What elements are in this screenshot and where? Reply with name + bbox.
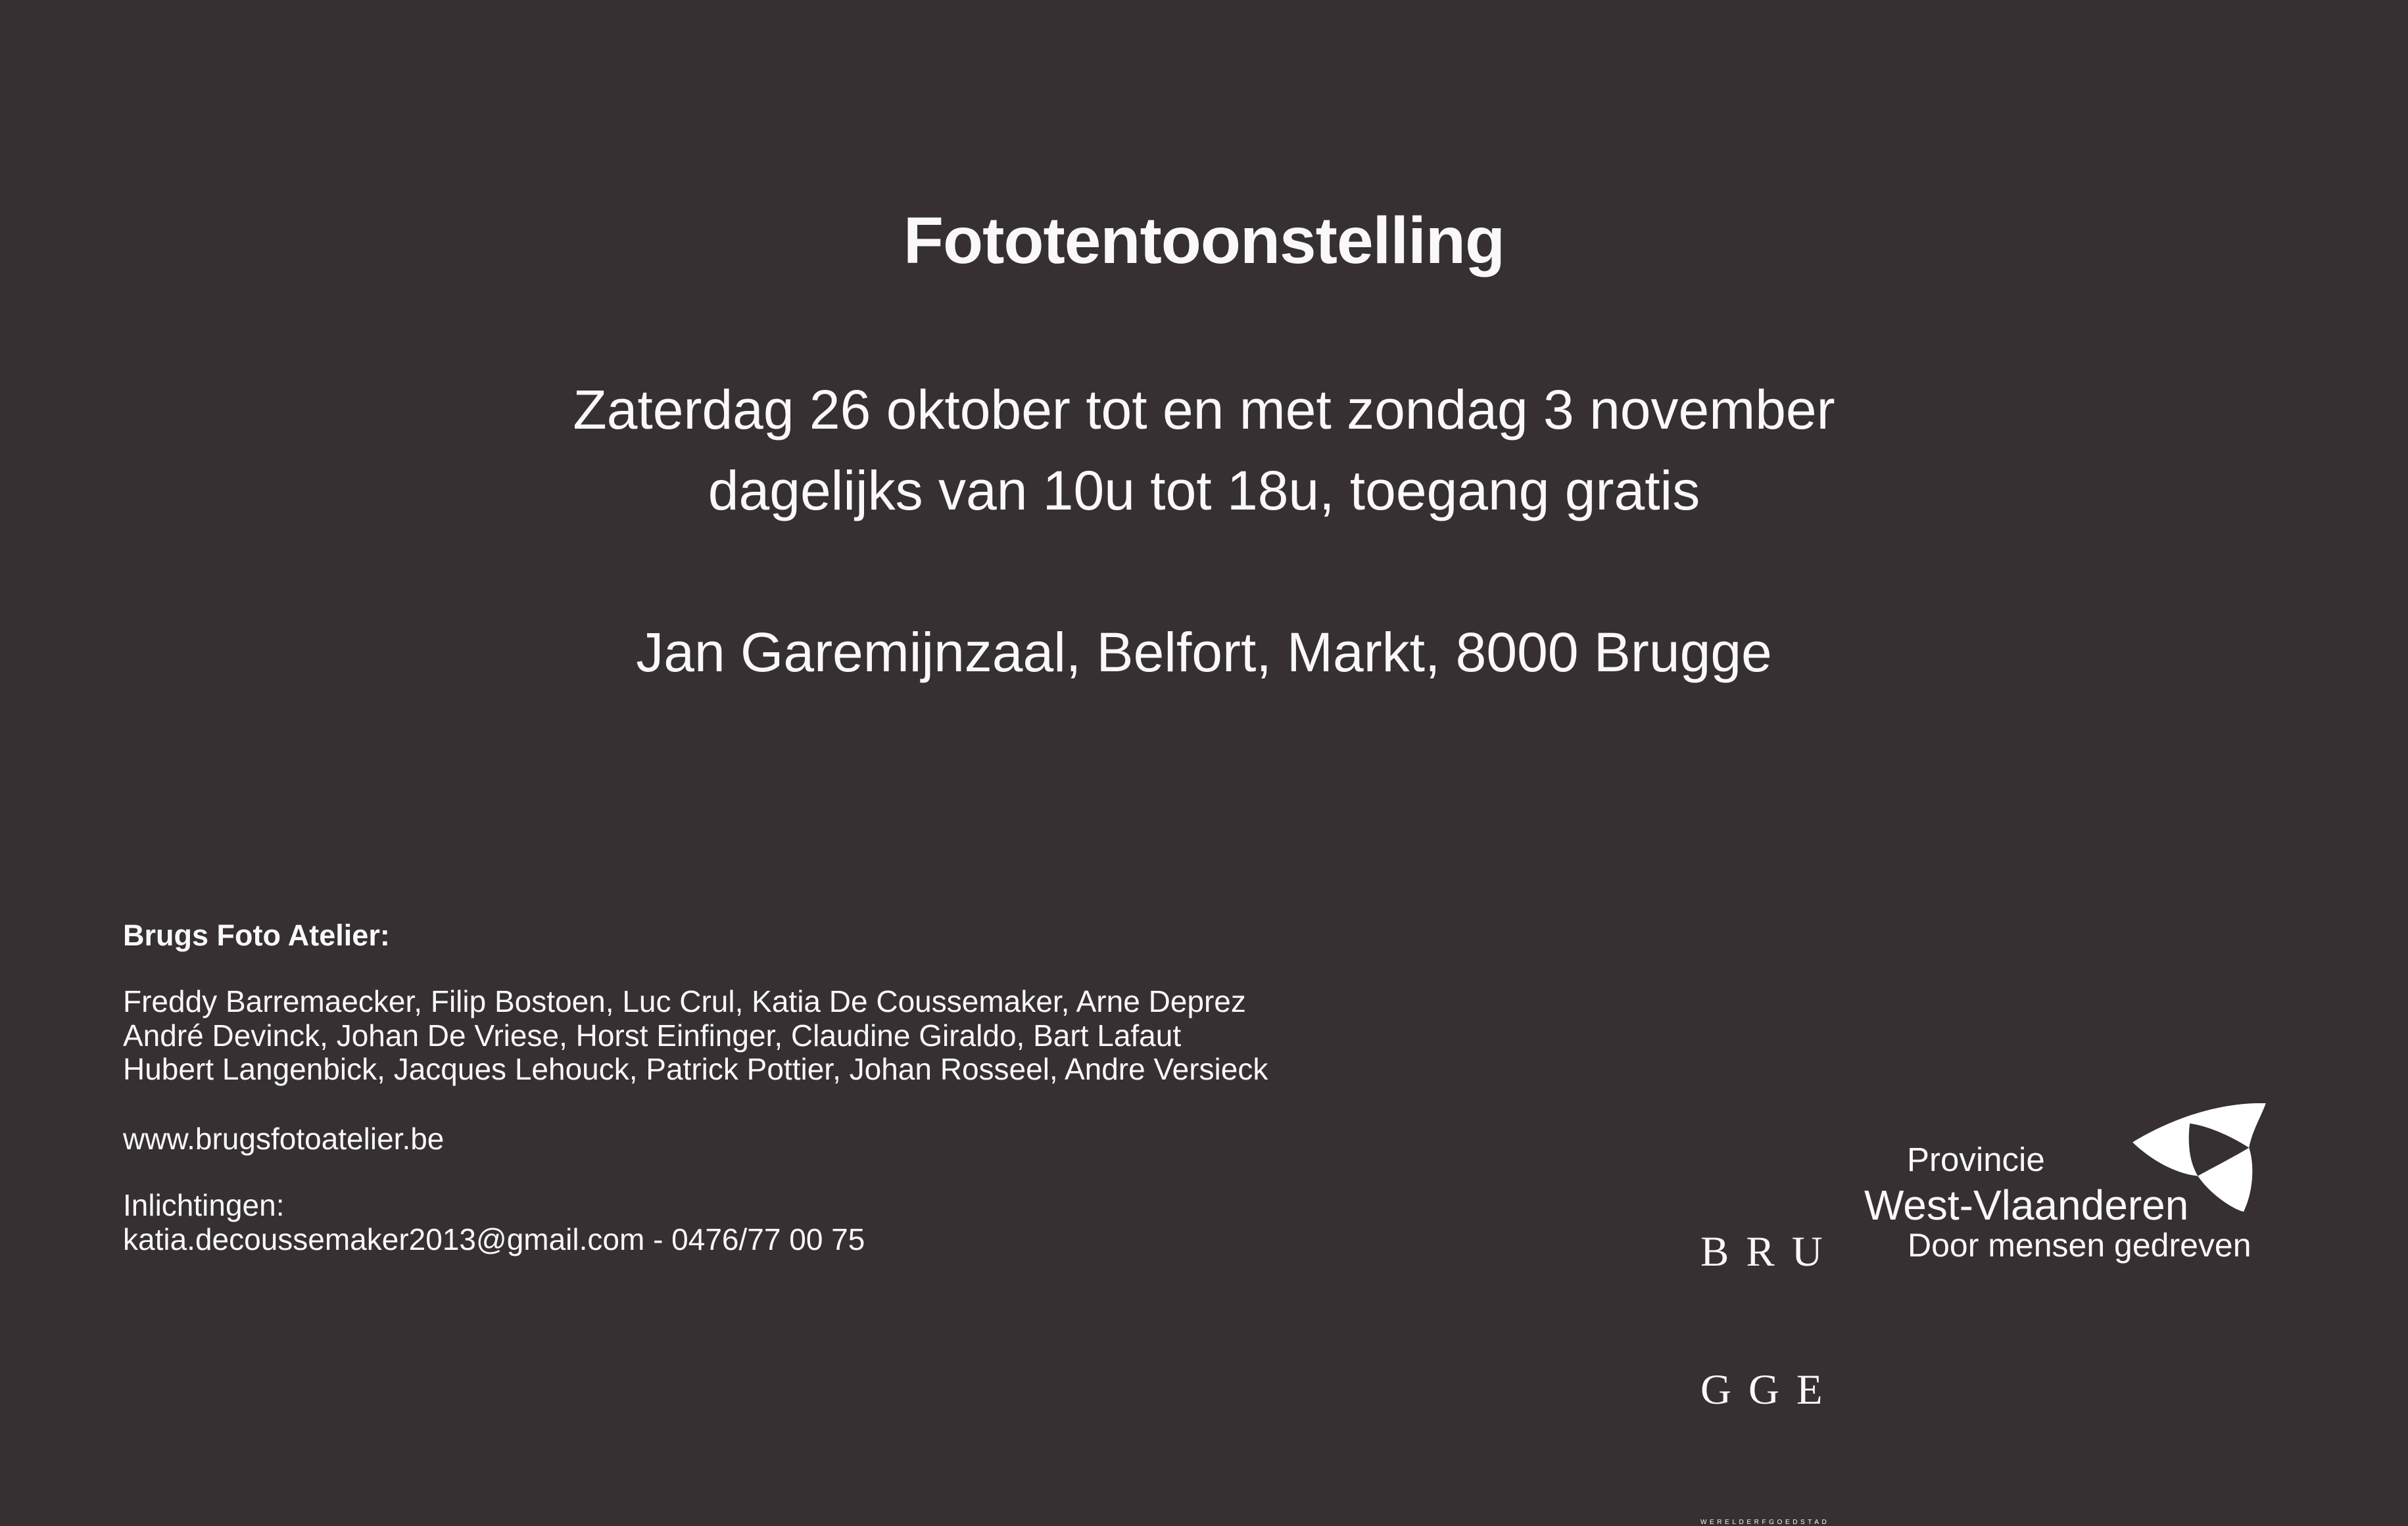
brugge-wordmark [1700, 1137, 1871, 1505]
contact-block [123, 1189, 865, 1256]
west-vlaanderen-flag-icon [2132, 1103, 2267, 1216]
brugge-city-logo [1700, 1137, 1871, 1526]
brugge-wordmark-line-2: GGE [1700, 1366, 1840, 1414]
event-time-line: dagelijks van 10u tot 18u, toegang gratis [708, 460, 1700, 521]
info-label: Inlichtingen: [123, 1188, 285, 1222]
province-logo-line-3: Door mensen gedreven [1908, 1227, 2251, 1264]
organizer-members-list [123, 985, 1268, 1087]
brugge-wordmark-line-1: BRU [1700, 1228, 1840, 1276]
members-line-2: André Devinck, Johan De Vriese, Horst Einfinger, Claudine Giraldo, Bart Lafaut [123, 1018, 1182, 1053]
page-title: Fototentoonstelling [903, 204, 1505, 277]
members-line-3: Hubert Langenbick, Jacques Lehouck, Patrick Pottier, Johan Rosseel, Andre Versieck [123, 1052, 1268, 1086]
province-logo-line-1: Provincie [1907, 1141, 2045, 1178]
members-line-1: Freddy Barremaecker, Filip Bostoen, Luc Crul, Katia De Coussemaker, Arne Deprez [123, 984, 1246, 1018]
event-venue-line: Jan Garemijnzaal, Belfort, Markt, 8000 Brugge [636, 621, 1772, 683]
brugge-subtitle: WERELDERFGOEDSTAD [1700, 1519, 1830, 1526]
website-text: www.brugsfotoatelier.be [123, 1122, 445, 1156]
organizer-heading: Brugs Foto Atelier: [123, 918, 390, 952]
event-date-line: Zaterdag 26 oktober tot en met zondag 3 november [573, 379, 1835, 441]
contact-line: katia.decoussemaker2013@gmail.com - 0476/77 00 75 [123, 1222, 865, 1256]
province-logo-line-2: West-Vlaanderen [1864, 1181, 2189, 1229]
